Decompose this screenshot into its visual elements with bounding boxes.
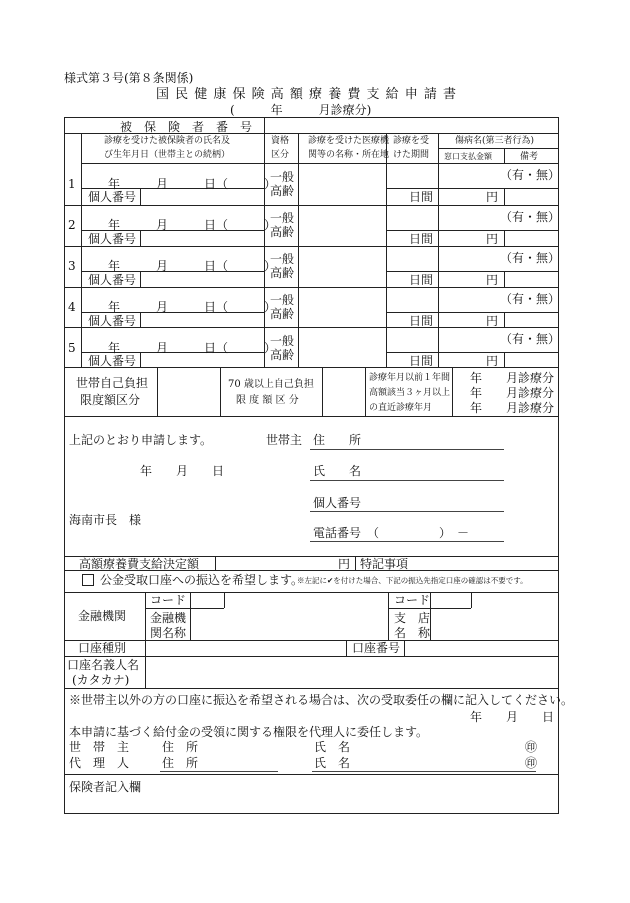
row-days: 日間 <box>409 190 434 204</box>
row-status-elderly[interactable]: 高齢 <box>270 307 295 321</box>
col-status-line2: 区分 <box>271 150 290 160</box>
personal-number-label: 個人番号 <box>313 496 362 510</box>
row-number: 5 <box>68 341 76 355</box>
row-birthdate[interactable]: 年 月 日（ ） <box>108 300 277 314</box>
form-code: 様式第３号(第８条関係) <box>64 71 194 85</box>
proxy-householder-label: 世 帯 主 <box>69 740 130 754</box>
account-number-label: 口座番号 <box>352 641 401 655</box>
recent-line3: の直近診療年月 <box>369 403 433 413</box>
name-label: 氏 名 <box>313 464 362 478</box>
bank-name-field[interactable] <box>191 609 387 639</box>
household-limit-line1: 世帯自己負担 <box>76 376 149 390</box>
over70-limit-line2: 限 度 額 区 分 <box>236 395 299 406</box>
col-person-line1: 診療を受けた被保険者の氏名及 <box>104 136 231 146</box>
row-status-general[interactable]: 一般 <box>270 293 295 307</box>
account-holder-line1: 口座名義人名 <box>67 658 140 672</box>
row-yen: 円 <box>486 273 499 287</box>
decision-yen: 円 <box>338 557 351 571</box>
row-third-party[interactable]: （有・無） <box>500 332 561 346</box>
row-status-elderly[interactable]: 高齢 <box>270 266 295 280</box>
row-personal-id-label: 個人番号 <box>88 354 137 368</box>
row-yen: 円 <box>486 190 499 204</box>
col-illness: 傷病名(第三者行為) <box>455 136 535 146</box>
proxy-householder-name[interactable]: 氏 名 <box>314 740 351 754</box>
proxy-agent-name[interactable]: 氏 名 <box>314 756 351 770</box>
col-period-line2: けた期間 <box>393 150 430 160</box>
branch-name-field[interactable] <box>431 609 557 639</box>
application-date[interactable]: 年 月 日 <box>140 464 225 478</box>
row-days: 日間 <box>409 354 434 368</box>
row-birthdate[interactable]: 年 月 日（ ） <box>108 218 277 232</box>
account-number-field[interactable] <box>405 641 557 655</box>
col-period-line1: 診療を受 <box>393 136 430 146</box>
row-number: 2 <box>68 218 76 232</box>
branch-name-line1: 支 店 <box>394 611 431 625</box>
col-hospital-line2: 関等の名称・所在地 <box>308 150 390 160</box>
household-limit-line2: 限度額区分 <box>80 393 141 407</box>
row-personal-id-label: 個人番号 <box>88 314 137 328</box>
col-hospital-line1: 診療を受けた医療機 <box>308 136 390 146</box>
account-holder-line2: (カタカナ) <box>72 673 130 687</box>
row-days: 日間 <box>409 232 434 246</box>
col-status-line1: 資格 <box>271 136 290 146</box>
proxy-agent-address[interactable]: 住 所 <box>162 756 199 770</box>
row-number: 1 <box>68 177 76 191</box>
row-birthdate[interactable]: 年 月 日（ ） <box>108 259 277 273</box>
recent-line1: 診療年月以前１年間 <box>369 373 451 383</box>
insurer-section-label: 保険者記入欄 <box>69 780 142 794</box>
row-birthdate[interactable]: 年 月 日（ ） <box>108 177 277 191</box>
col-payment: 窓口支払金額 <box>444 152 492 161</box>
bank-code-label: コード <box>150 593 187 607</box>
row-personal-id-label: 個人番号 <box>88 190 137 204</box>
account-type-label: 口座種別 <box>78 641 127 655</box>
row-status-general[interactable]: 一般 <box>270 211 295 225</box>
form-period[interactable]: ( 年 月診療分) <box>230 103 372 117</box>
row-yen: 円 <box>486 314 499 328</box>
public-account-note: ※左記に✔を付けた場合、下記の振込先指定口座の確認は不要です。 <box>297 576 528 585</box>
public-account-checkbox[interactable] <box>82 574 94 586</box>
address-field[interactable] <box>310 449 504 450</box>
addressee: 海南市長 様 <box>69 513 142 527</box>
account-holder-field[interactable] <box>146 657 557 687</box>
row-days: 日間 <box>409 273 434 287</box>
row-number: 4 <box>68 300 76 314</box>
over70-limit-line1: 70 歳以上自己負担 <box>228 379 314 390</box>
branch-code-field[interactable] <box>431 593 470 607</box>
row-status-general[interactable]: 一般 <box>270 252 295 266</box>
proxy-householder-address[interactable]: 住 所 <box>162 740 199 754</box>
row-status-general[interactable]: 一般 <box>270 170 295 184</box>
personal-number-field[interactable] <box>310 511 504 512</box>
account-type-field[interactable] <box>146 641 345 655</box>
row-third-party[interactable]: （有・無） <box>500 251 561 265</box>
row-status-general[interactable]: 一般 <box>270 334 295 348</box>
bank-label: 金融機関 <box>78 609 127 623</box>
householder-label: 世帯主 <box>266 433 303 447</box>
seal-mark: ㊞ <box>525 740 538 754</box>
bank-name-line1: 金融機 <box>150 611 187 625</box>
row-status-elderly[interactable]: 高齢 <box>270 225 295 239</box>
proxy-note: ※世帯主以外の方の口座に振込を希望される場合は、次の受取委任の欄に記入してください。 <box>69 693 574 707</box>
row-personal-id-label: 個人番号 <box>88 232 137 246</box>
proxy-agent-label: 代 理 人 <box>69 756 130 770</box>
row-third-party[interactable]: （有・無） <box>500 210 561 224</box>
row-personal-id-label: 個人番号 <box>88 273 137 287</box>
application-statement: 上記のとおり申請します。 <box>69 433 213 447</box>
insured-number-label: 被 保 険 者 番 号 <box>120 120 253 134</box>
proxy-delegation: 本申請に基づく給付金の受領に関する権限を代理人に委任します。 <box>69 725 429 739</box>
row-yen: 円 <box>486 232 499 246</box>
row-third-party[interactable]: （有・無） <box>500 292 561 306</box>
month-label[interactable]: 年 月診療分 <box>470 371 555 385</box>
address-label: 住 所 <box>313 433 362 447</box>
branch-code-label: コード <box>394 593 431 607</box>
special-notes-label: 特記事項 <box>360 557 409 571</box>
recent-line2: 高額該当３ヶ月以上 <box>369 388 451 398</box>
row-number: 3 <box>68 259 76 273</box>
bank-code-field[interactable] <box>191 593 223 607</box>
form-title: 国 民 健 康 保 険 高 額 療 養 費 支 給 申 請 書 <box>156 87 457 102</box>
row-birthdate[interactable]: 年 月 日（ ） <box>108 341 277 355</box>
month-label[interactable]: 年 月診療分 <box>470 386 555 400</box>
row-days: 日間 <box>409 314 434 328</box>
col-person-line2: び生年月日（世帯主との続柄） <box>104 150 231 160</box>
decision-amount-label: 高額療養費支給決定額 <box>79 557 200 571</box>
phone-field[interactable]: 電話番号 （ ） － <box>313 526 470 540</box>
name-field[interactable] <box>310 480 504 481</box>
row-status-elderly[interactable]: 高齢 <box>270 348 295 362</box>
row-third-party[interactable]: （有・無） <box>500 168 561 182</box>
public-account-label: 公金受取口座への振込を希望します。 <box>100 573 304 587</box>
bank-name-line2: 関名称 <box>150 626 187 640</box>
branch-name-line2: 名 称 <box>394 626 431 640</box>
proxy-date[interactable]: 年 月 日 <box>470 710 555 724</box>
row-yen: 円 <box>486 354 499 368</box>
col-remarks: 備考 <box>520 152 539 162</box>
month-label[interactable]: 年 月診療分 <box>470 401 555 415</box>
row-status-elderly[interactable]: 高齢 <box>270 184 295 198</box>
seal-mark: ㊞ <box>525 756 538 770</box>
